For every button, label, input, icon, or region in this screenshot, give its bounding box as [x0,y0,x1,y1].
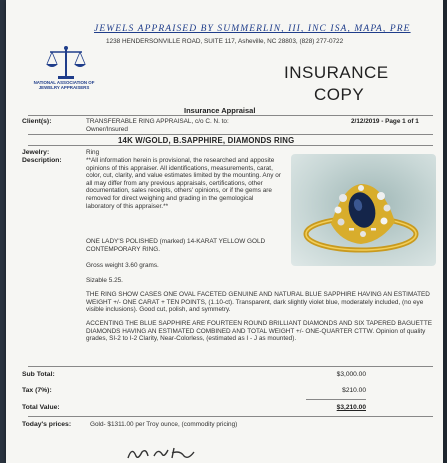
divider [28,366,433,367]
appraiser-signature [124,444,204,462]
disclaimer-text: **All information herein is provisional, the researched and apposite opinions of this appraiser. All identifications, measurements, carat, color, cut, clarity, and value estimates limited by the mounting. Any or all may differ from any previous appraisals, certifications, other documentation, sales receipts, others' opinions, or if the gems are removed for direct weighing and grading in the gemological laboratory of this appraiser.** [86,157,281,210]
company-address: 1238 HENDERSONVILLE ROAD, SUITE 117, Asheville, NC 28803, (828) 277-0722 [106,38,344,45]
divider [28,115,433,116]
total-label: Total Value: [22,404,60,411]
divider [28,134,433,135]
subtotal-value: $3,000.00 [336,371,366,378]
jewelry-value: Ring [86,149,100,156]
gross-weight: Gross weight 3.60 grams. [86,262,159,269]
owner-line: Owner/Insured [86,126,128,133]
sum-rule [306,399,366,400]
subtotal-label: Sub Total: [22,371,55,378]
client-name: TRANSFERABLE RING APPRAISAL, c/o C. N. to: [86,118,229,125]
prices-value: Gold- $1311.00 per Troy ounce, (commodity pricing) [90,421,238,428]
prices-label: Today's prices: [22,421,72,428]
copy-stamp: COPY [314,85,365,104]
insurance-stamp: INSURANCE [284,63,389,82]
description-label: Description: [22,157,62,164]
date-page: 2/12/2019 - Page 1 of 1 [351,118,419,125]
tax-label: Tax (7%): [22,387,52,394]
ring-summary: ONE LADY'S POLISHED (marked) 14-KARAT YELLOW GOLD CONTEMPORARY RING. [86,238,266,253]
background-edge [443,0,447,463]
tax-value: $210.00 [342,387,366,394]
scales-of-justice-logo [44,44,88,82]
ring-size: Sizable 5.25. [86,277,123,284]
client-label: Client(s): [22,118,52,125]
divider [28,145,433,146]
divider [28,416,433,417]
ring-photo [291,154,436,266]
item-headline: 14K W/GOLD, B.SAPPHIRE, DIAMONDS RING [118,136,295,145]
total-value: $3,210.00 [336,404,366,411]
sapphire-ring-image [291,154,436,266]
diamonds-description: ACCENTING THE BLUE SAPPHIRE ARE FOURTEEN ROUND BRILLIANT DIAMONDS AND SIX TAPERED BAGUETTE DIAMONDS HAVING AN ESTIMATED COMBINED AND TOTAL WEIGHT +/- ONE-QUARTER CTTW. Opinion of quality grades, SI-2 to I-2 Clarity, Near-Colorless, (estimated as I - J as mounted). [86,320,432,343]
seal-caption: NATIONAL ASSOCIATION OF JEWELRY APPRAISERS [33,80,95,90]
appraisal-document [6,0,443,463]
company-letterhead: JEWELS APPRAISED BY SUMMERLIN, III, INC ISA, MAPA, PRE [94,24,411,34]
sapphire-description: THE RING SHOW CASES ONE OVAL FACETED GENUINE AND NATURAL BLUE SAPPHIRE HAVING AN ESTIMATED WEIGHT +/- ONE CARAT + TEN POINTS, (1.10-ct). Transparent, dark slightly violet blue, moderately included, (no eye visible inclusions). Good cut, polish, and symmetry. [86,291,430,314]
document-title: Insurance Appraisal [184,106,256,115]
jewelry-label: Jewelry: [22,149,50,156]
